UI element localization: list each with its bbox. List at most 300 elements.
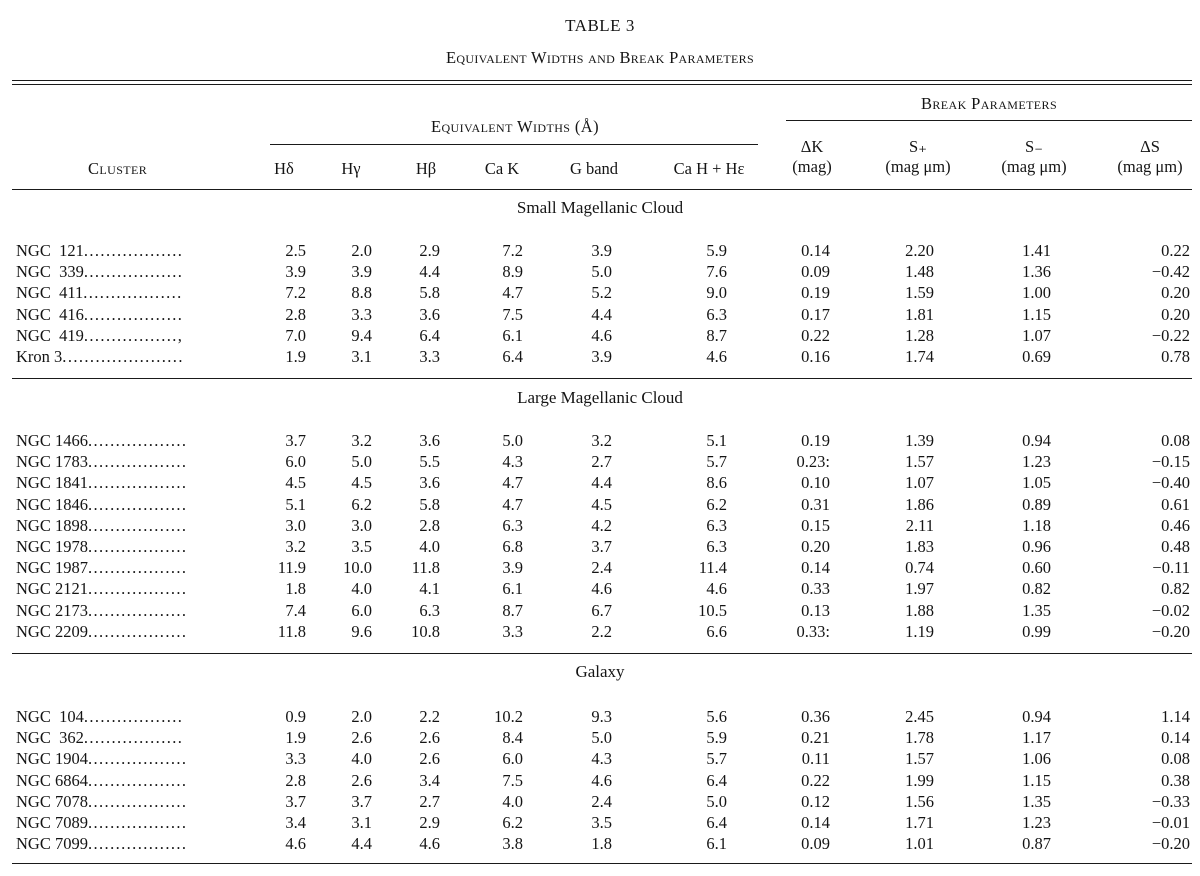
value-cell: 2.2 bbox=[419, 707, 440, 726]
value-cell: −0.02 bbox=[1151, 600, 1190, 620]
value-cell: 6.8 bbox=[502, 537, 523, 556]
table-row bbox=[0, 472, 1200, 493]
table-row bbox=[0, 346, 1200, 367]
section-rule bbox=[12, 378, 1192, 379]
value-cell: 0.08 bbox=[1161, 431, 1190, 450]
value-cell: 0.09 bbox=[801, 262, 830, 282]
value-cell: 3.5 bbox=[591, 813, 612, 832]
column-header-line1: ΔK bbox=[800, 137, 824, 156]
value-cell: 10.0 bbox=[343, 558, 372, 578]
value-cell: 1.15 bbox=[1022, 304, 1051, 324]
cluster-name: NGC 7099 bbox=[16, 834, 88, 854]
value-cell: 0.20 bbox=[1161, 304, 1190, 324]
cluster-name: NGC 1987 bbox=[16, 558, 88, 578]
value-cell: 3.0 bbox=[285, 515, 306, 535]
value-cell: 4.4 bbox=[419, 262, 440, 282]
cluster-name: NGC 2121 bbox=[16, 579, 88, 599]
value-cell: 6.4 bbox=[706, 813, 727, 832]
leader-dots: .................. bbox=[87, 621, 188, 641]
value-cell: 5.1 bbox=[706, 431, 727, 450]
value-cell: 2.6 bbox=[419, 749, 440, 769]
value-cell: 0.31 bbox=[801, 494, 830, 514]
value-cell: 2.2 bbox=[591, 621, 612, 641]
value-cell: 6.2 bbox=[351, 494, 372, 514]
cluster-name: NGC 411 bbox=[16, 283, 84, 303]
table-row bbox=[0, 578, 1200, 599]
value-cell: 5.8 bbox=[419, 283, 440, 303]
value-cell: 0.14 bbox=[801, 813, 830, 832]
value-cell: 2.8 bbox=[419, 515, 440, 535]
value-cell: 5.0 bbox=[502, 431, 523, 450]
value-cell: 0.14 bbox=[801, 241, 830, 260]
value-cell: 1.28 bbox=[905, 325, 934, 345]
value-cell: 7.6 bbox=[706, 262, 727, 282]
value-cell: 3.1 bbox=[351, 347, 372, 366]
value-cell: 0.61 bbox=[1161, 494, 1190, 514]
value-cell: 6.2 bbox=[502, 813, 523, 832]
value-cell: 2.4 bbox=[591, 791, 612, 811]
value-cell: 0.22 bbox=[1161, 241, 1190, 260]
value-cell: 0.82 bbox=[1022, 579, 1051, 599]
value-cell: 1.78 bbox=[905, 728, 934, 748]
value-cell: 4.7 bbox=[502, 494, 523, 514]
value-cell: 5.8 bbox=[419, 494, 440, 514]
value-cell: 4.7 bbox=[502, 283, 523, 303]
value-cell: 3.2 bbox=[351, 431, 372, 450]
value-cell: 2.45 bbox=[905, 707, 934, 726]
value-cell: 0.46 bbox=[1161, 515, 1190, 535]
value-cell: 1.35 bbox=[1022, 791, 1051, 811]
value-cell: 5.5 bbox=[419, 452, 440, 472]
value-cell: 1.88 bbox=[905, 600, 934, 620]
value-cell: 1.71 bbox=[905, 813, 934, 832]
value-cell: 1.41 bbox=[1022, 241, 1051, 260]
value-cell: 0.96 bbox=[1022, 537, 1051, 556]
leader-dots: .................. bbox=[87, 452, 188, 472]
value-cell: 1.18 bbox=[1022, 515, 1051, 535]
value-cell: 0.22 bbox=[801, 770, 830, 790]
table-row bbox=[0, 325, 1200, 346]
header-rule bbox=[12, 189, 1192, 190]
value-cell: 0.15 bbox=[801, 515, 830, 535]
value-cell: 7.0 bbox=[285, 325, 306, 345]
cluster-name: NGC 1846 bbox=[16, 494, 88, 514]
cluster-name: NGC 339 bbox=[16, 262, 84, 282]
column-header: G band bbox=[569, 159, 619, 178]
leader-dots: .................. bbox=[83, 262, 184, 282]
value-cell: 2.0 bbox=[351, 241, 372, 260]
value-cell: 6.3 bbox=[706, 304, 727, 324]
table-row bbox=[0, 494, 1200, 515]
value-cell: 8.8 bbox=[351, 283, 372, 303]
table-row bbox=[0, 304, 1200, 325]
value-cell: 3.6 bbox=[419, 431, 440, 450]
value-cell: 8.9 bbox=[502, 262, 523, 282]
value-cell: 10.8 bbox=[411, 621, 440, 641]
value-cell: 1.59 bbox=[905, 283, 934, 303]
value-cell: 1.06 bbox=[1022, 749, 1051, 769]
table-row bbox=[0, 791, 1200, 812]
value-cell: 3.6 bbox=[419, 304, 440, 324]
value-cell: 0.13 bbox=[801, 600, 830, 620]
value-cell: 4.6 bbox=[706, 579, 727, 599]
column-header: Hγ bbox=[341, 159, 361, 178]
value-cell: 0.23: bbox=[796, 452, 830, 472]
value-cell: 0.60 bbox=[1022, 558, 1051, 578]
value-cell: 1.07 bbox=[905, 473, 934, 493]
value-cell: 0.08 bbox=[1161, 749, 1190, 769]
value-cell: 6.1 bbox=[502, 325, 523, 345]
value-cell: 10.2 bbox=[494, 707, 523, 726]
value-cell: 1.05 bbox=[1022, 473, 1051, 493]
value-cell: 0.14 bbox=[801, 558, 830, 578]
value-cell: 4.4 bbox=[351, 834, 372, 854]
value-cell: 11.4 bbox=[698, 558, 727, 578]
section-title: Large Magellanic Cloud bbox=[517, 388, 683, 407]
value-cell: 4.6 bbox=[591, 579, 612, 599]
leader-dots: ...................... bbox=[62, 347, 184, 366]
value-cell: 5.0 bbox=[706, 791, 727, 811]
value-cell: 6.1 bbox=[706, 834, 727, 854]
leader-dots: .................. bbox=[87, 813, 188, 832]
value-cell: 0.94 bbox=[1022, 431, 1051, 450]
value-cell: 5.9 bbox=[706, 241, 727, 260]
leader-dots: .................. bbox=[87, 431, 188, 450]
column-header-line1: S₋ bbox=[1025, 137, 1043, 156]
value-cell: 0.17 bbox=[801, 304, 830, 324]
value-cell: 4.4 bbox=[591, 304, 612, 324]
value-cell: 6.2 bbox=[706, 494, 727, 514]
leader-dots: .................. bbox=[83, 241, 184, 260]
table-row bbox=[0, 770, 1200, 791]
value-cell: 6.3 bbox=[706, 537, 727, 556]
value-cell: 9.0 bbox=[706, 283, 727, 303]
value-cell: 7.2 bbox=[285, 283, 306, 303]
value-cell: 6.4 bbox=[502, 347, 523, 366]
leader-dots: .................. bbox=[87, 558, 188, 578]
value-cell: −0.20 bbox=[1151, 621, 1190, 641]
value-cell: 6.0 bbox=[351, 600, 372, 620]
value-cell: 4.6 bbox=[591, 325, 612, 345]
value-cell: 0.38 bbox=[1161, 770, 1190, 790]
value-cell: 8.6 bbox=[706, 473, 727, 493]
leader-dots: .................. bbox=[87, 770, 188, 790]
table-row bbox=[0, 727, 1200, 748]
value-cell: 2.8 bbox=[285, 770, 306, 790]
value-cell: 1.9 bbox=[285, 728, 306, 748]
table-row bbox=[0, 451, 1200, 472]
value-cell: 7.2 bbox=[502, 241, 523, 260]
value-cell: 6.6 bbox=[706, 621, 727, 641]
leader-dots: .................. bbox=[87, 537, 188, 556]
cluster-name: NGC 1978 bbox=[16, 537, 88, 556]
leader-dots: .................. bbox=[87, 600, 188, 620]
value-cell: 8.7 bbox=[706, 325, 727, 345]
value-cell: 6.3 bbox=[502, 515, 523, 535]
cluster-name: NGC 419 bbox=[16, 325, 84, 345]
value-cell: 10.5 bbox=[698, 600, 727, 620]
table-row bbox=[0, 706, 1200, 727]
value-cell: 0.33 bbox=[801, 579, 830, 599]
value-cell: −0.11 bbox=[1152, 558, 1190, 578]
value-cell: 0.20 bbox=[1161, 283, 1190, 303]
value-cell: 4.0 bbox=[502, 791, 523, 811]
column-header: Ca K bbox=[484, 159, 520, 178]
value-cell: −0.01 bbox=[1151, 813, 1190, 832]
value-cell: 5.0 bbox=[591, 262, 612, 282]
table-row bbox=[0, 621, 1200, 642]
value-cell: 6.3 bbox=[706, 515, 727, 535]
value-cell: 3.9 bbox=[591, 347, 612, 366]
table-row bbox=[0, 282, 1200, 303]
value-cell: 1.74 bbox=[905, 347, 934, 366]
column-header: Ca H + Hε bbox=[673, 159, 745, 178]
value-cell: 4.5 bbox=[351, 473, 372, 493]
value-cell: 3.5 bbox=[351, 537, 372, 556]
value-cell: 3.2 bbox=[591, 431, 612, 450]
leader-dots: .................. bbox=[83, 707, 184, 726]
value-cell: 0.16 bbox=[801, 347, 830, 366]
cluster-name: NGC 416 bbox=[16, 304, 84, 324]
value-cell: 0.19 bbox=[801, 283, 830, 303]
value-cell: 0.89 bbox=[1022, 494, 1051, 514]
value-cell: 9.4 bbox=[351, 325, 372, 345]
value-cell: 0.33: bbox=[796, 621, 830, 641]
value-cell: 3.4 bbox=[419, 770, 440, 790]
column-header: (mag μm) bbox=[885, 157, 951, 176]
value-cell: 3.6 bbox=[419, 473, 440, 493]
value-cell: 0.20 bbox=[801, 537, 830, 556]
value-cell: −0.22 bbox=[1151, 325, 1190, 345]
table-row bbox=[0, 600, 1200, 621]
value-cell: 1.8 bbox=[285, 579, 306, 599]
cluster-name: NGC 2173 bbox=[16, 600, 88, 620]
value-cell: 1.97 bbox=[905, 579, 934, 599]
value-cell: 4.0 bbox=[419, 537, 440, 556]
table-row bbox=[0, 261, 1200, 282]
value-cell: 11.8 bbox=[411, 558, 440, 578]
value-cell: 1.57 bbox=[905, 749, 934, 769]
value-cell: 2.5 bbox=[285, 241, 306, 260]
value-cell: 1.81 bbox=[905, 304, 934, 324]
table-row bbox=[0, 557, 1200, 578]
column-header: (mag) bbox=[792, 157, 832, 176]
value-cell: 5.7 bbox=[706, 452, 727, 472]
value-cell: −0.20 bbox=[1151, 834, 1190, 854]
value-cell: 4.1 bbox=[419, 579, 440, 599]
value-cell: 3.9 bbox=[351, 262, 372, 282]
value-cell: 3.1 bbox=[351, 813, 372, 832]
value-cell: 0.11 bbox=[801, 749, 830, 769]
value-cell: 0.99 bbox=[1022, 621, 1051, 641]
value-cell: 1.39 bbox=[905, 431, 934, 450]
column-header: (mag μm) bbox=[1117, 157, 1183, 176]
value-cell: 6.4 bbox=[419, 325, 440, 345]
cluster-name: NGC 2209 bbox=[16, 621, 88, 641]
cluster-name: Kron 3 bbox=[16, 347, 63, 366]
eq-widths-underline bbox=[270, 144, 758, 145]
value-cell: 5.0 bbox=[351, 452, 372, 472]
value-cell: 1.23 bbox=[1022, 452, 1051, 472]
value-cell: 1.48 bbox=[905, 262, 934, 282]
value-cell: 0.10 bbox=[801, 473, 830, 493]
value-cell: 0.36 bbox=[801, 707, 830, 726]
value-cell: 4.6 bbox=[591, 770, 612, 790]
value-cell: 2.6 bbox=[351, 770, 372, 790]
value-cell: 0.22 bbox=[801, 325, 830, 345]
leader-dots: .................. bbox=[87, 834, 188, 854]
value-cell: 8.7 bbox=[502, 600, 523, 620]
value-cell: 0.9 bbox=[285, 707, 306, 726]
value-cell: 4.6 bbox=[419, 834, 440, 854]
value-cell: 1.23 bbox=[1022, 813, 1051, 832]
leader-dots: .................. bbox=[87, 494, 188, 514]
value-cell: 1.99 bbox=[905, 770, 934, 790]
value-cell: 4.0 bbox=[351, 579, 372, 599]
table-row bbox=[0, 536, 1200, 557]
leader-dots: .................. bbox=[83, 304, 184, 324]
value-cell: 0.74 bbox=[905, 558, 934, 578]
value-cell: 4.2 bbox=[591, 515, 612, 535]
value-cell: 1.35 bbox=[1022, 600, 1051, 620]
value-cell: 4.6 bbox=[706, 347, 727, 366]
column-header: (mag μm) bbox=[1001, 157, 1067, 176]
value-cell: 6.3 bbox=[419, 600, 440, 620]
value-cell: 4.6 bbox=[285, 834, 306, 854]
value-cell: 2.11 bbox=[905, 515, 934, 535]
cluster-name: NGC 121 bbox=[16, 241, 84, 260]
value-cell: 2.7 bbox=[419, 791, 440, 811]
value-cell: 3.8 bbox=[502, 834, 523, 854]
table-title: Equivalent Widths and Break Parameters bbox=[446, 48, 754, 67]
value-cell: 3.7 bbox=[591, 537, 612, 556]
cluster-name: NGC 104 bbox=[16, 707, 84, 726]
table-label: TABLE 3 bbox=[565, 16, 635, 35]
section-title: Galaxy bbox=[575, 662, 625, 681]
value-cell: 1.9 bbox=[285, 347, 306, 366]
value-cell: 1.36 bbox=[1022, 262, 1051, 282]
value-cell: 4.3 bbox=[502, 452, 523, 472]
cluster-name: NGC 1898 bbox=[16, 515, 88, 535]
value-cell: 2.6 bbox=[351, 728, 372, 748]
leader-dots: .................. bbox=[87, 473, 188, 493]
value-cell: 9.6 bbox=[351, 621, 372, 641]
value-cell: 0.87 bbox=[1022, 834, 1051, 854]
cluster-header: Cluster bbox=[88, 159, 148, 178]
value-cell: 3.4 bbox=[285, 813, 306, 832]
value-cell: 3.7 bbox=[285, 791, 306, 811]
value-cell: 7.5 bbox=[502, 770, 523, 790]
value-cell: 3.3 bbox=[419, 347, 440, 366]
value-cell: 1.19 bbox=[905, 621, 934, 641]
value-cell: 6.0 bbox=[285, 452, 306, 472]
value-cell: −0.42 bbox=[1151, 262, 1190, 282]
table-row bbox=[0, 240, 1200, 261]
cluster-name: NGC 362 bbox=[16, 728, 84, 748]
value-cell: 1.15 bbox=[1022, 770, 1051, 790]
value-cell: 0.14 bbox=[1161, 728, 1190, 748]
value-cell: 6.1 bbox=[502, 579, 523, 599]
value-cell: 2.0 bbox=[351, 707, 372, 726]
value-cell: 3.9 bbox=[285, 262, 306, 282]
value-cell: 1.57 bbox=[905, 452, 934, 472]
leader-dots: .................. bbox=[83, 283, 183, 303]
table-row bbox=[0, 833, 1200, 854]
top-rule bbox=[12, 80, 1192, 81]
value-cell: 1.83 bbox=[905, 537, 934, 556]
value-cell: 3.9 bbox=[502, 558, 523, 578]
value-cell: 0.48 bbox=[1161, 537, 1190, 556]
value-cell: 4.3 bbox=[591, 749, 612, 769]
value-cell: 2.8 bbox=[285, 304, 306, 324]
table-row bbox=[0, 515, 1200, 536]
break-underline bbox=[786, 120, 1192, 121]
value-cell: 11.8 bbox=[277, 621, 306, 641]
leader-dots: .................. bbox=[87, 791, 188, 811]
value-cell: 2.9 bbox=[419, 813, 440, 832]
value-cell: 0.21 bbox=[801, 728, 830, 748]
value-cell: 2.4 bbox=[591, 558, 612, 578]
value-cell: 5.7 bbox=[706, 749, 727, 769]
value-cell: 2.6 bbox=[419, 728, 440, 748]
value-cell: 6.0 bbox=[502, 749, 523, 769]
leader-dots: .................. bbox=[87, 749, 188, 769]
value-cell: 3.3 bbox=[502, 621, 523, 641]
value-cell: 5.0 bbox=[591, 728, 612, 748]
section-rule bbox=[12, 653, 1192, 654]
eq-widths-group-header: Equivalent Widths (Å) bbox=[430, 117, 599, 136]
value-cell: 9.3 bbox=[591, 707, 612, 726]
value-cell: 8.4 bbox=[502, 728, 523, 748]
cluster-name: NGC 7078 bbox=[16, 791, 88, 811]
value-cell: 7.5 bbox=[502, 304, 523, 324]
value-cell: 11.9 bbox=[277, 558, 306, 578]
value-cell: 0.19 bbox=[801, 431, 830, 450]
value-cell: 1.8 bbox=[591, 834, 612, 854]
value-cell: 3.7 bbox=[285, 431, 306, 450]
value-cell: 5.2 bbox=[591, 283, 612, 303]
leader-dots: ................., bbox=[83, 325, 184, 345]
value-cell: 1.56 bbox=[905, 791, 934, 811]
value-cell: 3.9 bbox=[591, 241, 612, 260]
column-header: Hδ bbox=[274, 159, 294, 178]
leader-dots: .................. bbox=[87, 579, 188, 599]
column-header: Hβ bbox=[415, 159, 437, 178]
table-row bbox=[0, 812, 1200, 833]
section-title: Small Magellanic Cloud bbox=[516, 198, 684, 217]
value-cell: −0.40 bbox=[1151, 473, 1190, 493]
value-cell: 3.3 bbox=[351, 304, 372, 324]
value-cell: 1.01 bbox=[905, 834, 934, 854]
column-header-line1: S₊ bbox=[909, 137, 927, 156]
value-cell: 0.09 bbox=[801, 834, 830, 854]
table-row bbox=[0, 430, 1200, 451]
value-cell: 1.17 bbox=[1022, 728, 1051, 748]
cluster-name: NGC 1466 bbox=[16, 431, 88, 450]
value-cell: 1.00 bbox=[1022, 283, 1051, 303]
cluster-name: NGC 7089 bbox=[16, 813, 88, 832]
break-group-header: Break Parameters bbox=[920, 94, 1058, 113]
value-cell: 0.69 bbox=[1022, 347, 1051, 366]
cluster-name: NGC 1904 bbox=[16, 749, 88, 769]
bottom-rule bbox=[12, 863, 1192, 864]
cluster-name: NGC 1841 bbox=[16, 473, 88, 493]
value-cell: 3.2 bbox=[285, 537, 306, 556]
value-cell: 1.14 bbox=[1161, 707, 1190, 726]
value-cell: 0.12 bbox=[801, 791, 830, 811]
value-cell: −0.15 bbox=[1151, 452, 1190, 472]
value-cell: 3.7 bbox=[351, 791, 372, 811]
